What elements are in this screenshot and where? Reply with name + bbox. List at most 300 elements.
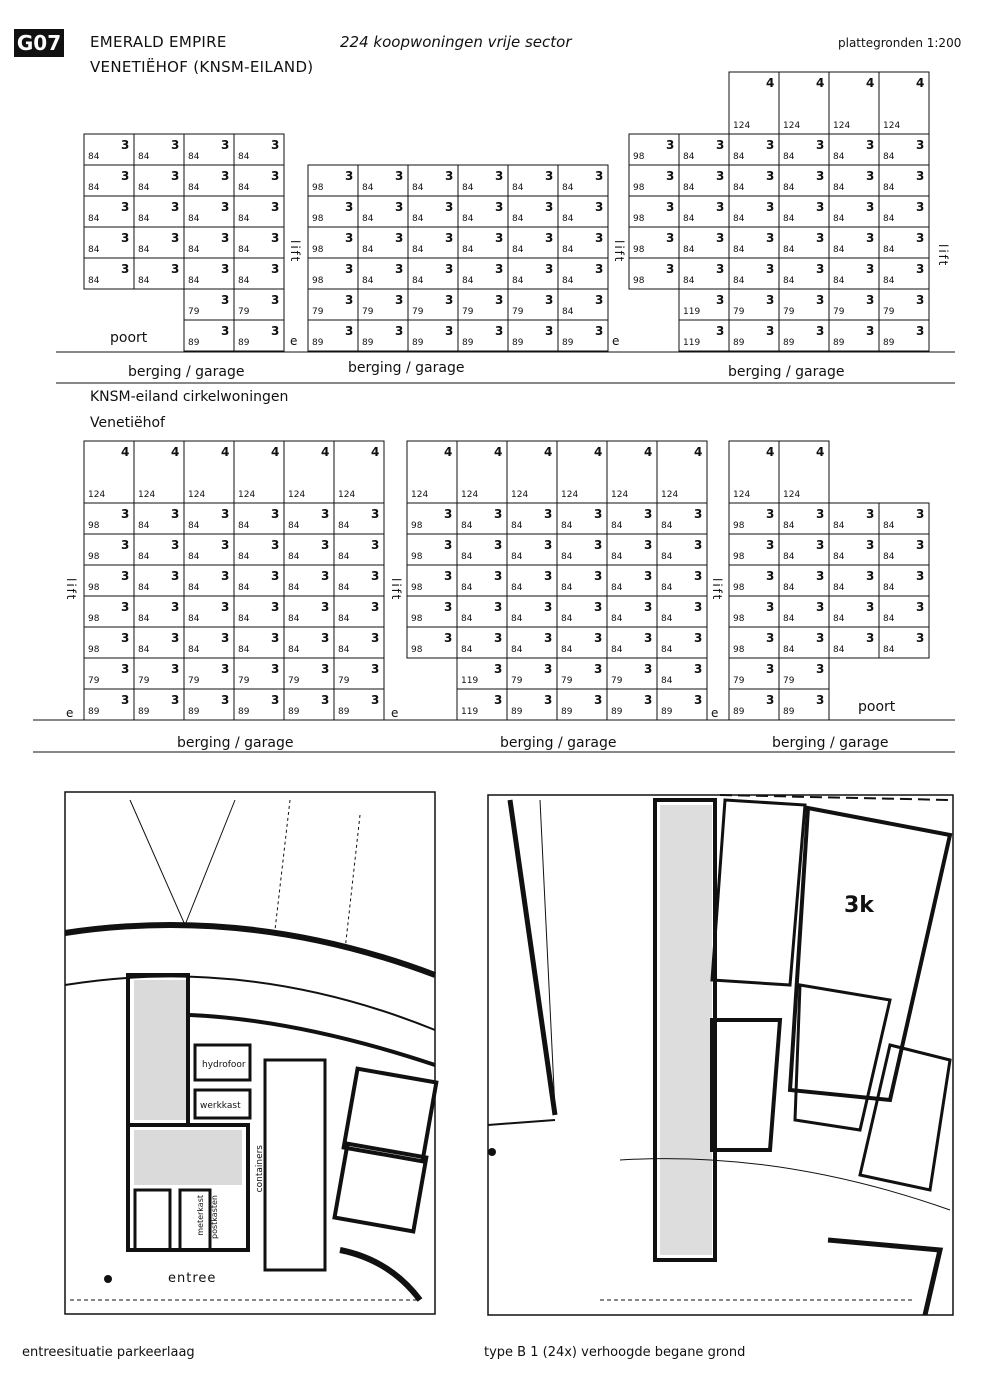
unit-rooms: 3: [321, 631, 330, 645]
unit-rooms: 4: [816, 76, 825, 90]
unit-area: 84: [561, 645, 573, 655]
unit-area: 84: [783, 245, 795, 255]
unit-area: 84: [733, 183, 745, 193]
unit-rooms: 3: [395, 200, 404, 214]
unit-rooms: 3: [444, 507, 453, 521]
unit-area: 98: [733, 583, 745, 593]
unit-area: 84: [188, 214, 200, 224]
room-label-werkkast: werkkast: [200, 1101, 241, 1111]
unit-rooms: 3: [766, 169, 775, 183]
berging-label: berging / garage: [500, 735, 617, 751]
unit-rooms: 3: [594, 631, 603, 645]
unit-rooms: 3: [445, 169, 454, 183]
unit-rooms: 3: [271, 293, 280, 307]
unit-area: 89: [188, 338, 200, 348]
unit-area: 124: [733, 490, 751, 500]
unit-rooms: 3: [666, 138, 675, 152]
unit-area: 84: [833, 245, 845, 255]
unit-area: 84: [661, 645, 673, 655]
unit-area: 79: [188, 307, 200, 317]
unit-area: 84: [883, 152, 895, 162]
unit-area: 84: [683, 183, 695, 193]
unit-area: 84: [138, 245, 150, 255]
unit-rooms: 3: [121, 600, 130, 614]
unit-rooms: 3: [694, 507, 703, 521]
unit-rooms: 4: [544, 445, 553, 459]
unit-rooms: 3: [666, 169, 675, 183]
unit-rooms: 3: [545, 262, 554, 276]
unit-rooms: 3: [121, 631, 130, 645]
unit-area: 84: [883, 276, 895, 286]
unit-area: 84: [883, 645, 895, 655]
unit-area: 79: [238, 307, 250, 317]
unit-area: 84: [338, 645, 350, 655]
unit-area: 89: [883, 338, 895, 348]
unit-area: 124: [411, 490, 429, 500]
entrance-marker: e: [290, 334, 298, 348]
unit-rooms: 3: [866, 138, 875, 152]
unit-area: 84: [138, 552, 150, 562]
unit-area: 84: [461, 614, 473, 624]
unit-rooms: 3: [495, 200, 504, 214]
unit-area: 84: [338, 521, 350, 531]
unit-rooms: 3: [444, 600, 453, 614]
unit-rooms: 3: [395, 169, 404, 183]
unit-area: 84: [833, 276, 845, 286]
unit-rooms: 3: [594, 662, 603, 676]
unit-rooms: 3: [866, 293, 875, 307]
unit-area: 89: [661, 707, 673, 717]
unit-rooms: 3: [816, 507, 825, 521]
unit-rooms: 3: [321, 538, 330, 552]
unit-rooms: 3: [494, 538, 503, 552]
unit-area: 84: [188, 183, 200, 193]
hatched-core: [134, 980, 186, 1120]
unit-area: 84: [188, 245, 200, 255]
unit-rooms: 3: [171, 138, 180, 152]
unit-rooms: 4: [444, 445, 453, 459]
unit-area: 84: [138, 645, 150, 655]
unit-area: 119: [461, 676, 479, 686]
unit-area: 84: [833, 583, 845, 593]
unit-rooms: 3: [866, 200, 875, 214]
unit-area: 89: [238, 338, 250, 348]
poort-label: poort: [110, 330, 148, 346]
unit-rooms: 3: [866, 262, 875, 276]
unit-rooms: 3: [644, 631, 653, 645]
unit-area: 84: [783, 552, 795, 562]
unit-area: 124: [883, 121, 901, 131]
unit-rooms: 3: [171, 200, 180, 214]
unit-rooms: 3: [544, 507, 553, 521]
unit-area: 79: [312, 307, 324, 317]
unit-rooms: 3: [121, 538, 130, 552]
unit-rooms: 3: [644, 538, 653, 552]
unit-area: 84: [783, 214, 795, 224]
left-plan-walls: [65, 800, 436, 1300]
unit-area: 124: [611, 490, 629, 500]
unit-area: 98: [312, 245, 324, 255]
unit-area: 124: [783, 490, 801, 500]
unit-rooms: 3: [321, 507, 330, 521]
unit-rooms: 3: [345, 293, 354, 307]
unit-area: 84: [88, 214, 100, 224]
unit-rooms: 3: [916, 538, 925, 552]
unit-area: 84: [883, 245, 895, 255]
unit-area: 84: [138, 276, 150, 286]
unit-rooms: 3: [221, 507, 230, 521]
unit-rooms: 3: [171, 569, 180, 583]
unit-rooms: 3: [916, 631, 925, 645]
unit-area: 79: [338, 676, 350, 686]
unit-rooms: 3: [221, 169, 230, 183]
unit-rooms: 3: [766, 693, 775, 707]
unit-rooms: 3: [445, 293, 454, 307]
unit-rooms: 3: [371, 569, 380, 583]
unit-rooms: 3: [395, 293, 404, 307]
unit-rooms: 4: [916, 76, 925, 90]
unit-rooms: 3: [121, 138, 130, 152]
unit-rooms: 3: [766, 200, 775, 214]
unit-rooms: 3: [221, 200, 230, 214]
unit-rooms: 3: [271, 507, 280, 521]
unit-rooms: 4: [271, 445, 280, 459]
unit-area: 84: [188, 152, 200, 162]
unit-rooms: 3: [171, 662, 180, 676]
unit-area: 84: [833, 645, 845, 655]
unit-area: 84: [833, 183, 845, 193]
unit-rooms: 3: [916, 262, 925, 276]
unit-area: 84: [461, 521, 473, 531]
room-label-containers: containers: [255, 1145, 265, 1193]
unit-area: 84: [188, 552, 200, 562]
unit-rooms: 3: [816, 600, 825, 614]
unit-rooms: 3: [221, 538, 230, 552]
unit-area: 84: [783, 645, 795, 655]
unit-rooms: 3: [816, 293, 825, 307]
unit-rooms: 3: [816, 631, 825, 645]
unit-area: 84: [461, 552, 473, 562]
unit-area: 84: [611, 552, 623, 562]
unit-area: 124: [461, 490, 479, 500]
unit-rooms: 3: [816, 169, 825, 183]
unit-rooms: 3: [916, 507, 925, 521]
unit-rooms: 4: [644, 445, 653, 459]
unit-area: 89: [238, 707, 250, 717]
unit-rooms: 3: [345, 231, 354, 245]
unit-rooms: 3: [171, 538, 180, 552]
unit-area: 89: [138, 707, 150, 717]
unit-area: 84: [783, 614, 795, 624]
unit-rooms: 3: [766, 631, 775, 645]
unit-area: 84: [138, 583, 150, 593]
unit-area: 84: [512, 183, 524, 193]
unit-area: 79: [733, 676, 745, 686]
unit-rooms: 3: [494, 693, 503, 707]
unit-area: 84: [238, 552, 250, 562]
unit-rooms: 3: [866, 569, 875, 583]
berging-label: berging / garage: [177, 735, 294, 751]
unit-rooms: 3: [545, 169, 554, 183]
unit-area: 84: [188, 521, 200, 531]
unit-rooms: 3: [544, 662, 553, 676]
unit-area: 84: [511, 521, 523, 531]
unit-area: 84: [288, 583, 300, 593]
entrance-marker: e: [612, 334, 620, 348]
unit-rooms: 3: [816, 693, 825, 707]
unit-rooms: 3: [816, 662, 825, 676]
unit-rooms: 3: [271, 569, 280, 583]
unit-rooms: 3: [494, 631, 503, 645]
unit-area: 79: [412, 307, 424, 317]
unit-rooms: 3: [766, 262, 775, 276]
berging-label: berging / garage: [728, 364, 845, 380]
unit-area: 84: [561, 583, 573, 593]
unit-rooms: 4: [766, 445, 775, 459]
unit-rooms: 3: [866, 324, 875, 338]
unit-rooms: 3: [371, 662, 380, 676]
unit-rooms: 3: [866, 169, 875, 183]
unit-rooms: 3: [916, 569, 925, 583]
unit-rooms: 3: [716, 324, 725, 338]
unit-rooms: 3: [595, 293, 604, 307]
unit-rooms: 3: [395, 324, 404, 338]
unit-area: 84: [683, 245, 695, 255]
unit-area: 98: [88, 645, 100, 655]
unit-rooms: 3: [371, 600, 380, 614]
unit-area: 84: [338, 552, 350, 562]
unit-area: 84: [733, 245, 745, 255]
unit-area: 84: [683, 214, 695, 224]
unit-rooms: 3: [345, 324, 354, 338]
unit-area: 84: [661, 583, 673, 593]
unit-area: 79: [362, 307, 374, 317]
room-label-entree: entree: [168, 1271, 217, 1286]
unit-area: 84: [783, 152, 795, 162]
unit-rooms: 3: [716, 169, 725, 183]
unit-rooms: 3: [371, 507, 380, 521]
unit-rooms: 3: [766, 293, 775, 307]
unit-rooms: 3: [716, 262, 725, 276]
unit-rooms: 3: [345, 262, 354, 276]
unit-area: 84: [188, 614, 200, 624]
unit-rooms: 3: [495, 324, 504, 338]
unit-rooms: 3: [271, 262, 280, 276]
unit-area: 124: [288, 490, 306, 500]
unit-area: 84: [511, 583, 523, 593]
unit-area: 98: [88, 521, 100, 531]
unit-area: 89: [88, 707, 100, 717]
project-title: EMERALD EMPIRE: [90, 33, 227, 51]
unit-rooms: 3: [694, 693, 703, 707]
unit-area: 84: [362, 183, 374, 193]
unit-rooms: 3: [271, 231, 280, 245]
unit-rooms: 3: [221, 662, 230, 676]
unit-area: 84: [412, 183, 424, 193]
unit-rooms: 3: [495, 262, 504, 276]
unit-area: 84: [238, 521, 250, 531]
unit-area: 84: [138, 521, 150, 531]
unit-rooms: 3: [271, 324, 280, 338]
unit-area: 124: [88, 490, 106, 500]
unit-area: 84: [462, 245, 474, 255]
unit-rooms: 3: [171, 262, 180, 276]
unit-area: 124: [661, 490, 679, 500]
unit-rooms: 3: [121, 693, 130, 707]
unit-area: 119: [683, 307, 701, 317]
unit-area: 89: [312, 338, 324, 348]
unit-area: 79: [883, 307, 895, 317]
unit-area: 79: [611, 676, 623, 686]
unit-area: 84: [883, 583, 895, 593]
unit-rooms: 3: [221, 324, 230, 338]
unit-rooms: 3: [594, 600, 603, 614]
unit-area: 84: [188, 276, 200, 286]
unit-area: 84: [661, 614, 673, 624]
unit-area: 84: [883, 214, 895, 224]
unit-area: 84: [611, 583, 623, 593]
unit-rooms: 3: [495, 169, 504, 183]
unit-area: 89: [511, 707, 523, 717]
unit-rooms: 3: [321, 693, 330, 707]
unit-rooms: 3: [221, 569, 230, 583]
unit-area: 84: [238, 152, 250, 162]
unit-rooms: 3: [644, 569, 653, 583]
unit-rooms: 4: [221, 445, 230, 459]
unit-area: 89: [188, 707, 200, 717]
room-label-meterkast: meterkast: [196, 1195, 205, 1236]
unit-area: 79: [238, 676, 250, 686]
unit-rooms: 4: [121, 445, 130, 459]
entrance-dot: [104, 1275, 112, 1283]
unit-area: 79: [88, 676, 100, 686]
unit-area: 84: [88, 245, 100, 255]
unit-area: 79: [783, 307, 795, 317]
unit-area: 89: [733, 707, 745, 717]
unit-area: 84: [362, 245, 374, 255]
unit-area: 124: [833, 121, 851, 131]
unit-area: 84: [462, 183, 474, 193]
unit-rooms: 3: [171, 600, 180, 614]
unit-rooms: 4: [494, 445, 503, 459]
unit-rooms: 3: [371, 631, 380, 645]
caption-right-plan: type B 1 (24x) verhoogde begane grond: [484, 1345, 746, 1360]
unit-area: 79: [288, 676, 300, 686]
unit-rooms: 3: [666, 200, 675, 214]
unit-area: 84: [288, 552, 300, 562]
unit-rooms: 3: [121, 662, 130, 676]
unit-rooms: 3: [644, 507, 653, 521]
entrance-marker: e: [66, 706, 74, 720]
unit-area: 84: [562, 183, 574, 193]
unit-rooms: 3: [816, 538, 825, 552]
unit-area: 98: [312, 276, 324, 286]
unit-rooms: 4: [371, 445, 380, 459]
unit-area: 84: [833, 552, 845, 562]
unit-rooms: 3: [271, 662, 280, 676]
scheme-label-knsm: KNSM-eiland cirkelwoningen: [90, 389, 289, 405]
unit-area: 98: [411, 521, 423, 531]
unit-rooms: 3: [866, 600, 875, 614]
unit-area: 84: [288, 614, 300, 624]
unit-area: 84: [783, 276, 795, 286]
unit-area: 79: [561, 676, 573, 686]
unit-rooms: 3: [221, 600, 230, 614]
unit-area: 84: [338, 583, 350, 593]
unit-area: 98: [633, 183, 645, 193]
sheet-code-badge: G07: [14, 29, 64, 57]
unit-rooms: 3: [816, 262, 825, 276]
unit-area: 98: [312, 214, 324, 224]
unit-rooms: 3: [694, 662, 703, 676]
unit-rooms: 4: [866, 76, 875, 90]
unit-area: 89: [412, 338, 424, 348]
unit-rooms: 3: [816, 569, 825, 583]
unit-rooms: 3: [171, 231, 180, 245]
unit-rooms: 3: [816, 324, 825, 338]
unit-area: 119: [461, 707, 479, 717]
unit-rooms: 3: [816, 138, 825, 152]
unit-rooms: 3: [494, 662, 503, 676]
unit-rooms: 3: [444, 538, 453, 552]
unit-area: 84: [138, 152, 150, 162]
unit-area: 84: [661, 552, 673, 562]
unit-area: 84: [412, 245, 424, 255]
unit-rooms: 3: [494, 600, 503, 614]
unit-rooms: 3: [866, 507, 875, 521]
unit-rooms: 3: [271, 538, 280, 552]
unit-rooms: 3: [221, 631, 230, 645]
unit-area: 98: [633, 152, 645, 162]
unit-rooms: 3: [395, 231, 404, 245]
room-label-hydrofoor: hydrofoor: [202, 1060, 246, 1070]
unit-rooms: 3: [171, 169, 180, 183]
unit-area: 98: [411, 583, 423, 593]
unit-rooms: 3: [916, 169, 925, 183]
unit-area: 124: [561, 490, 579, 500]
unit-rooms: 3: [544, 631, 553, 645]
unit-rooms: 3: [766, 231, 775, 245]
unit-area: 89: [462, 338, 474, 348]
caption-left-plan: entreesituatie parkeerlaag: [22, 1345, 195, 1360]
unit-rooms: 3: [594, 569, 603, 583]
unit-area: 84: [561, 521, 573, 531]
unit-rooms: 3: [694, 631, 703, 645]
unit-area: 84: [188, 645, 200, 655]
unit-rooms: 3: [121, 262, 130, 276]
unit-rooms: 3: [321, 600, 330, 614]
unit-area: 119: [683, 338, 701, 348]
unit-area: 84: [512, 245, 524, 255]
unit-rooms: 3: [544, 569, 553, 583]
drawing-scale: plattegronden 1:200: [838, 36, 962, 50]
unit-rooms: 3: [445, 231, 454, 245]
unit-area: 84: [88, 276, 100, 286]
unit-rooms: 3: [716, 293, 725, 307]
unit-rooms: 3: [595, 324, 604, 338]
poort-label: poort: [858, 699, 896, 715]
unit-area: 89: [512, 338, 524, 348]
unit-rooms: 3: [916, 324, 925, 338]
unit-area: 84: [733, 276, 745, 286]
berging-label: berging / garage: [772, 735, 889, 751]
unit-area: 84: [462, 214, 474, 224]
unit-area: 84: [733, 214, 745, 224]
unit-rooms: 3: [395, 262, 404, 276]
unit-rooms: 3: [866, 631, 875, 645]
unit-area: 98: [312, 183, 324, 193]
unit-area: 84: [512, 214, 524, 224]
